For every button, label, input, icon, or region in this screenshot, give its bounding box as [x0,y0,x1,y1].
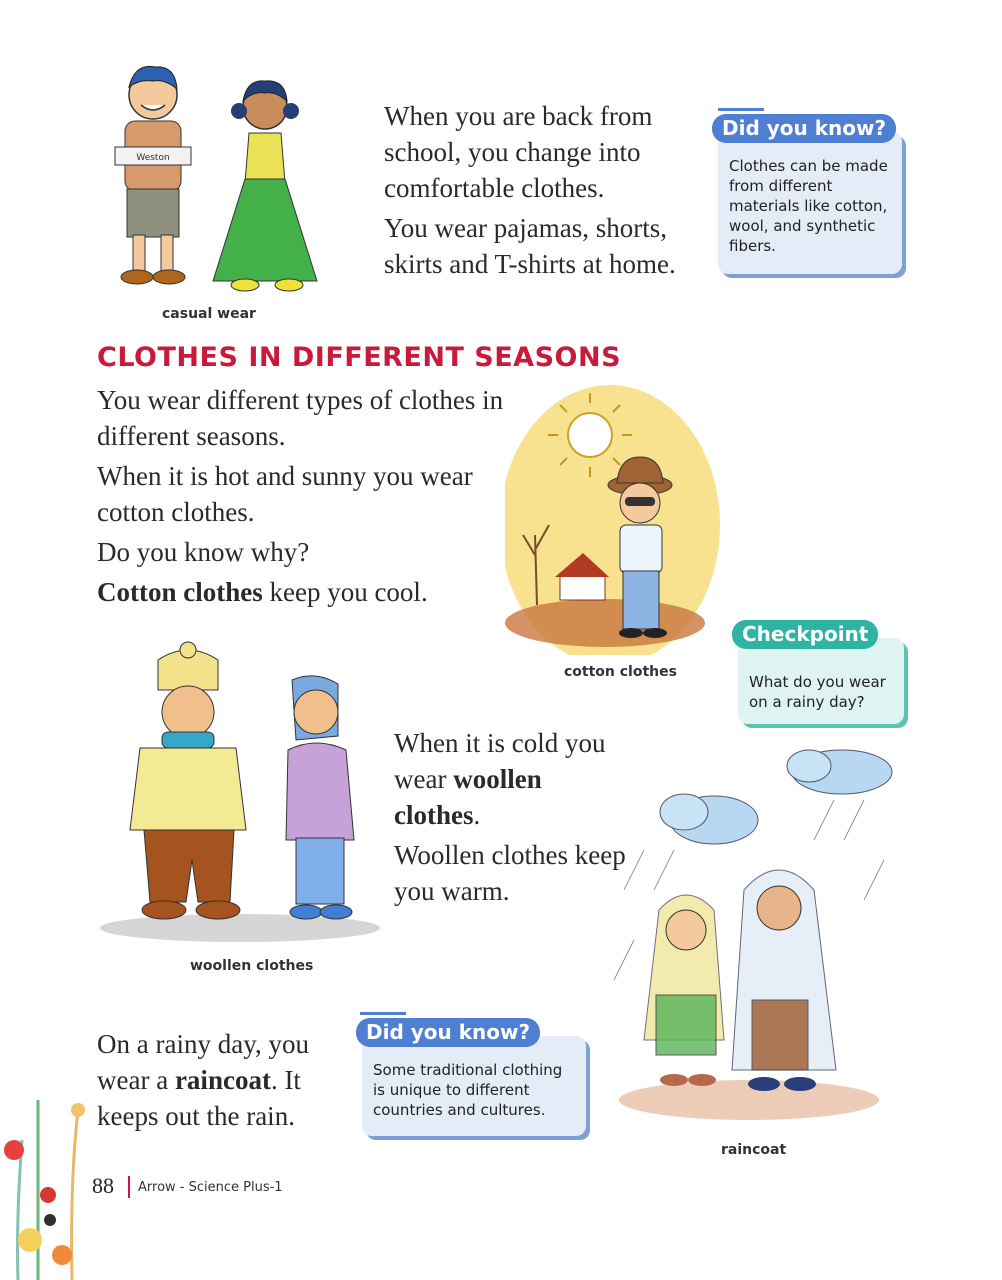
caption-casual-wear: casual wear [162,306,256,322]
shirt-text: Weston [136,153,170,163]
caption-woollen-clothes: woollen clothes [190,958,314,974]
cold-paragraph-2: Woollen clothes keep you warm. [394,840,626,906]
cotton-clothes-bold: Cotton clothes [97,577,263,607]
clouds-icon [660,750,892,844]
cotton-clothes-illustration [505,385,720,655]
checkpoint-title: Checkpoint [732,620,878,649]
woollen-girl-figure [286,676,354,919]
intro-paragraph-2: You wear pajamas, shorts, skirts and T-shirts at home. [384,213,676,279]
raincoat-boy-figure [732,870,836,1091]
cold-paragraph-1 [394,725,634,833]
did-you-know-title-2: Did you know? [356,1018,540,1047]
rain-post: . It keeps out the rain. [97,1065,301,1131]
rain-pre: On a rainy day, you wear a [97,1029,309,1095]
seasons-paragraph-4 [97,574,507,610]
book-title: Arrow - Science Plus-1 [138,1180,283,1195]
did-you-know-box-2 [362,1020,586,1136]
dyk1-bar [718,108,764,111]
cold-post: . [473,800,481,830]
did-you-know-text-2: Some traditional clothing is unique to different countries and cultures. [373,1061,563,1119]
raincoat-illustration [604,740,904,1125]
woollen-clothes-bold: woollen clothes [394,764,542,830]
woollen-clothes-illustration [100,640,382,950]
did-you-know-box-1 [718,116,902,274]
caption-cotton-clothes: cotton clothes [564,664,677,680]
checkpoint-box [738,622,904,724]
seasons-paragraph-2: When it is hot and sunny you wear cotton clothes. [97,461,473,527]
footer-divider [128,1176,130,1198]
intro-text-block [384,98,684,286]
flower-decoration [0,1080,100,1280]
girl-figure [213,81,317,291]
intro-paragraph-1: When you are back from school, you change into comfortable clothes. [384,101,653,203]
cold-pre: When it is cold you wear [394,728,606,794]
raincoat-girl-figure [644,895,724,1086]
boy-figure [115,66,191,284]
did-you-know-text-1: Clothes can be made from different materials like cotton, wool, and synthetic fibers. [729,157,888,255]
sun-icon [568,413,612,457]
rain-paragraph-text [97,1026,317,1134]
dyk2-bar [360,1012,406,1015]
page-number: 88 [92,1173,114,1198]
cotton-clothes-rest: keep you cool. [262,577,428,607]
rain-paragraph [97,1026,317,1138]
seasons-text-block [97,382,507,614]
cold-text-block [394,725,634,913]
caption-raincoat: raincoat [721,1142,787,1158]
ladybug-icon [44,1214,56,1226]
raincoat-bold: raincoat [174,1065,271,1095]
woollen-boy-figure [130,642,246,919]
seasons-paragraph-1: You wear different types of clothes in different seasons. [97,385,504,451]
casual-wear-illustration [95,55,335,305]
checkpoint-text: What do you wear on a rainy day? [749,673,886,711]
section-heading: CLOTHES IN DIFFERENT SEASONS [97,342,622,373]
seasons-paragraph-3: Do you know why? [97,537,310,567]
did-you-know-title-1: Did you know? [712,114,896,143]
